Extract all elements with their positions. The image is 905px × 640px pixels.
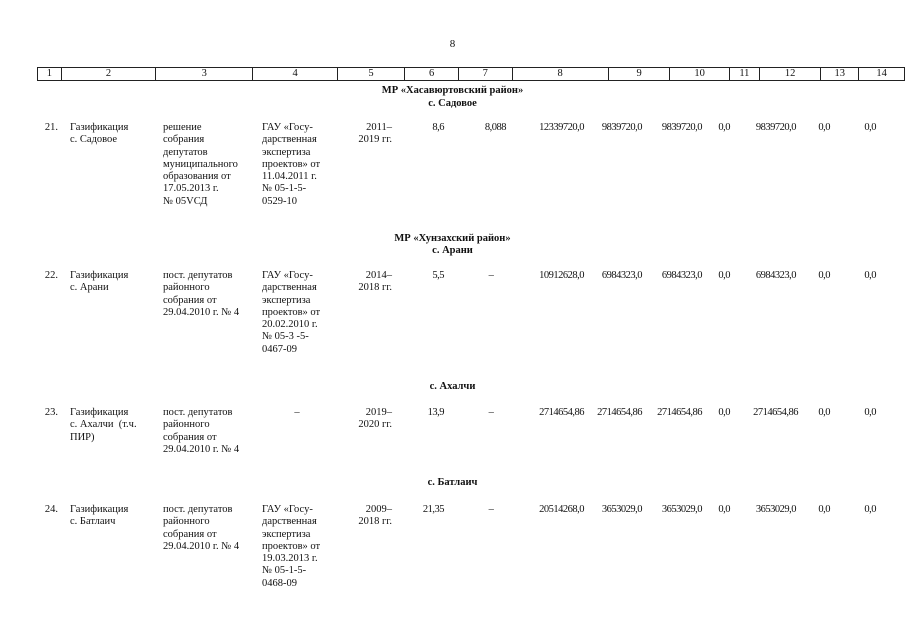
expertise-line: ГАУ «Госу- xyxy=(262,270,313,281)
expertise-line: – xyxy=(294,407,300,418)
cell-col14: 0,0 xyxy=(864,504,876,515)
col-header: 13 xyxy=(821,68,859,81)
expertise-line: 0468-09 xyxy=(262,577,297,589)
column-number-header xyxy=(37,67,905,81)
expertise-line: № 05-1-5- xyxy=(262,565,307,577)
cell-col10: 2714654,86 xyxy=(657,407,702,418)
cell-col8: 12339720,0 xyxy=(539,122,584,133)
basis-line: районного xyxy=(163,282,210,294)
cell-col9: 6984323,0 xyxy=(601,270,642,281)
basis-line: образования от xyxy=(163,171,231,183)
cell-col12: 3653029,0 xyxy=(755,504,796,515)
expertise-line: дарственная xyxy=(262,516,317,528)
expertise-line: проектов» от xyxy=(262,158,321,170)
cell-col9: 9839720,0 xyxy=(601,122,642,133)
page-number: 8 xyxy=(449,38,456,50)
period xyxy=(340,407,392,432)
basis-line: пост. депутатов xyxy=(163,270,233,281)
cell-col11: 0,0 xyxy=(718,407,730,418)
period-line: 2019 гг. xyxy=(358,134,392,146)
row-number: 24. xyxy=(44,504,58,515)
expertise-line: экспертиза xyxy=(262,146,311,158)
village-heading: с. Садовое xyxy=(428,98,477,109)
expertise-line: 0467-09 xyxy=(262,343,297,355)
cell-col14: 0,0 xyxy=(864,122,876,133)
basis-line: 29.04.2010 г. № 4 xyxy=(163,540,240,552)
basis-line: 17.05.2013 г. xyxy=(163,183,219,195)
col-header: 4 xyxy=(253,68,337,81)
col-header: 12 xyxy=(759,68,821,81)
cell-col8: 20514268,0 xyxy=(539,504,584,515)
period xyxy=(340,122,392,147)
col-header: 14 xyxy=(859,68,905,81)
expertise-line: экспертиза xyxy=(262,294,311,306)
basis-document xyxy=(163,122,263,208)
cell-col13: 0,0 xyxy=(818,270,830,281)
row-number: 21. xyxy=(44,122,58,133)
basis-line: районного xyxy=(163,419,210,431)
row-number: 23. xyxy=(44,407,58,418)
expertise-line: дарственная xyxy=(262,134,317,146)
expertise-line: ГАУ «Госу- xyxy=(262,504,313,515)
cell-col9: 3653029,0 xyxy=(601,504,642,515)
basis-line: пост. депутатов xyxy=(163,407,233,418)
name-line: с. Садовое xyxy=(70,134,118,146)
expertise xyxy=(262,504,342,590)
cell-col6: 8,6 xyxy=(432,122,444,133)
basis-line: депутатов xyxy=(163,146,208,158)
district-heading: МР «Хунзахский район» xyxy=(394,233,511,244)
basis-line: районного xyxy=(163,516,210,528)
cell-col13: 0,0 xyxy=(818,504,830,515)
period-line: 2018 гг. xyxy=(358,282,392,294)
basis-line: 29.04.2010 г. № 4 xyxy=(163,306,240,318)
row-number: 22. xyxy=(44,270,58,281)
object-name xyxy=(70,122,162,147)
cell-col14: 0,0 xyxy=(864,270,876,281)
cell-col6: 21,35 xyxy=(422,504,444,515)
cell-col14: 0,0 xyxy=(864,407,876,418)
village-heading: с. Арани xyxy=(432,245,473,256)
name-line: с. Арани xyxy=(70,282,109,294)
basis-line: собрания от xyxy=(163,294,217,306)
basis-document xyxy=(163,504,263,553)
village-heading: с. Батлаич xyxy=(427,477,478,488)
expertise-line: дарственная xyxy=(262,282,317,294)
basis-line: собрания от xyxy=(163,431,217,443)
expertise-line: № 05-1-5- xyxy=(262,183,307,195)
basis-document xyxy=(163,407,263,456)
expertise-line: 11.04.2011 г. xyxy=(262,171,317,183)
col-header: 7 xyxy=(458,68,512,81)
period-line: 2018 гг. xyxy=(358,516,392,528)
period xyxy=(340,270,392,295)
name-line: Газификация xyxy=(70,270,129,281)
name-line: ПИР) xyxy=(70,431,95,443)
cell-col6: 13,9 xyxy=(427,407,444,418)
col-header: 8 xyxy=(512,68,608,81)
basis-document xyxy=(163,270,263,319)
cell-col13: 0,0 xyxy=(818,407,830,418)
cell-col8: 10912628,0 xyxy=(539,270,584,281)
cell-col7: – xyxy=(488,504,494,515)
cell-col10: 9839720,0 xyxy=(661,122,702,133)
expertise-line: ГАУ «Госу- xyxy=(262,122,313,133)
basis-line: 29.04.2010 г. № 4 xyxy=(163,443,240,455)
period-line: 2020 гг. xyxy=(358,419,392,431)
period-line: 2009– xyxy=(365,504,392,515)
name-line: с. Батлаич xyxy=(70,516,116,528)
cell-col9: 2714654,86 xyxy=(597,407,642,418)
cell-col11: 0,0 xyxy=(718,122,730,133)
basis-line: пост. депутатов xyxy=(163,504,233,515)
district-heading: МР «Хасавюртовский район» xyxy=(381,85,524,96)
expertise-line: проектов» от xyxy=(262,306,321,318)
basis-line: решение xyxy=(163,122,202,133)
period xyxy=(340,504,392,529)
basis-line: № 05VСД xyxy=(163,195,208,207)
name-line: Газификация xyxy=(70,407,129,418)
basis-line: муниципального xyxy=(163,158,238,170)
name-line: Газификация xyxy=(70,122,129,133)
expertise xyxy=(262,122,342,208)
expertise-line: № 05-3 -5- xyxy=(262,331,309,343)
cell-col13: 0,0 xyxy=(818,122,830,133)
cell-col12: 9839720,0 xyxy=(755,122,796,133)
col-header: 3 xyxy=(156,68,253,81)
expertise-line: 20.02.2010 г. xyxy=(262,319,318,331)
col-header: 5 xyxy=(337,68,405,81)
cell-col10: 3653029,0 xyxy=(661,504,702,515)
expertise xyxy=(262,407,332,419)
name-line: с. Ахалчи (т.ч. xyxy=(70,419,137,431)
basis-line: собрания xyxy=(163,134,205,146)
name-line: Газификация xyxy=(70,504,129,515)
cell-col11: 0,0 xyxy=(718,504,730,515)
expertise xyxy=(262,270,342,356)
expertise-line: экспертиза xyxy=(262,528,311,540)
expertise-line: 0529-10 xyxy=(262,195,297,207)
period-line: 2014– xyxy=(365,270,392,281)
col-header: 2 xyxy=(61,68,155,81)
object-name xyxy=(70,407,162,444)
cell-col12: 2714654,86 xyxy=(753,407,798,418)
expertise-line: 19.03.2013 г. xyxy=(262,553,318,565)
col-header: 1 xyxy=(38,68,62,81)
cell-col11: 0,0 xyxy=(718,270,730,281)
expertise-line: проектов» от xyxy=(262,540,321,552)
object-name xyxy=(70,504,162,529)
cell-col7: – xyxy=(488,270,494,281)
col-header: 10 xyxy=(670,68,730,81)
col-header: 9 xyxy=(608,68,670,81)
cell-col12: 6984323,0 xyxy=(755,270,796,281)
period-line: 2019– xyxy=(365,407,392,418)
cell-col8: 2714654,86 xyxy=(539,407,584,418)
cell-col6: 5,5 xyxy=(432,270,444,281)
col-header: 6 xyxy=(405,68,459,81)
period-line: 2011– xyxy=(366,122,392,133)
village-heading: с. Ахалчи xyxy=(429,381,476,392)
object-name xyxy=(70,270,162,295)
col-header: 11 xyxy=(729,68,759,81)
basis-line: собрания от xyxy=(163,528,217,540)
cell-col10: 6984323,0 xyxy=(661,270,702,281)
cell-col7: – xyxy=(488,407,494,418)
cell-col7: 8,088 xyxy=(484,122,506,133)
